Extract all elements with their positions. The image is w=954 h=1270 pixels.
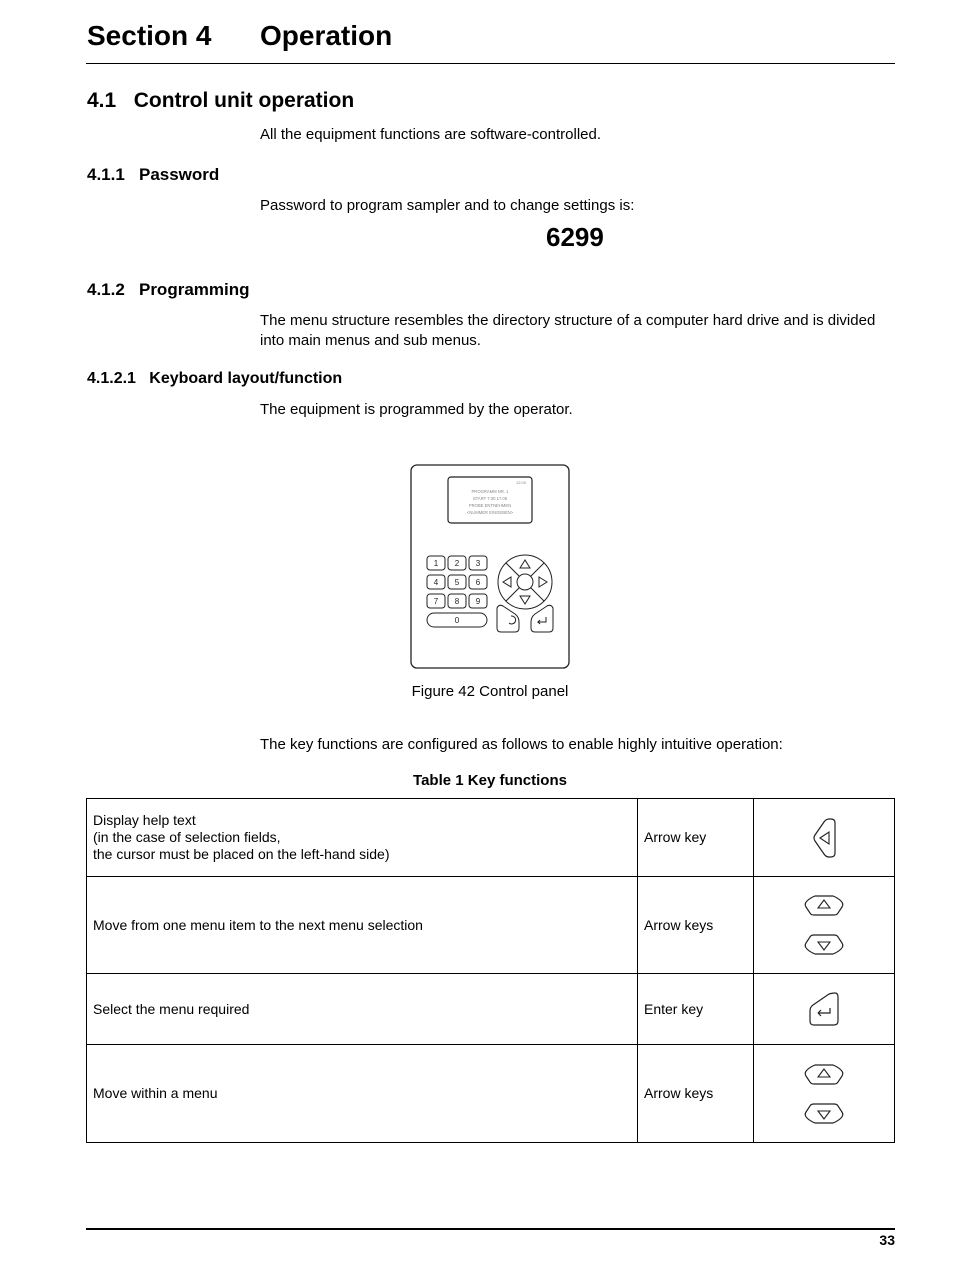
heading-4-1: 4.1 Control unit operation — [87, 89, 355, 112]
header-rule — [86, 63, 895, 64]
table-row — [87, 877, 895, 974]
table-row — [87, 799, 895, 877]
svg-text:4: 4 — [433, 578, 439, 587]
figure-caption: Figure 42 Control panel — [411, 683, 569, 700]
up-down-arrow-keys-icon — [754, 877, 895, 974]
row-key-type: Arrow keys — [638, 877, 754, 974]
row-description: Select the menu required — [87, 974, 638, 1045]
table-row — [87, 974, 895, 1045]
footer-rule — [86, 1228, 895, 1230]
row-key-type: Arrow keys — [638, 1045, 754, 1143]
svg-text:0: 0 — [454, 616, 460, 625]
table-row — [87, 1045, 895, 1143]
paragraph-4-1: All the equipment functions are software-controlled. — [260, 126, 602, 143]
row-description: Move within a menu — [87, 1045, 638, 1143]
control-panel-figure — [408, 462, 572, 672]
svg-text:9: 9 — [475, 597, 481, 606]
paragraph-4-1-1: Password to program sampler and to change settings is: — [260, 197, 635, 214]
up-down-arrow-keys-icon — [754, 1045, 895, 1143]
svg-text:7: 7 — [433, 597, 439, 606]
svg-text:5: 5 — [454, 578, 460, 587]
section-number: Section 4 — [87, 20, 212, 51]
row-key-type: Arrow key — [638, 799, 754, 877]
table-caption: Table 1 Key functions — [413, 772, 567, 789]
paragraph-4-1-2-1: The equipment is programmed by the operator. — [260, 401, 573, 418]
left-arrow-key-icon — [754, 799, 895, 877]
paragraph-4-1-2: The menu structure resembles the directory structure of a computer hard drive and is divided into main menus and sub menus. — [260, 312, 876, 349]
row-description: Display help text (in the case of selection fields, the cursor must be placed on the left-hand side) — [87, 799, 638, 877]
heading-4-1-2: 4.1.2 Programming — [87, 280, 250, 299]
key-functions-table — [86, 798, 895, 1143]
svg-text:2: 2 — [454, 559, 460, 568]
svg-text:1: 1 — [433, 559, 439, 568]
password-value: 6299 — [546, 222, 604, 252]
display-line-4: <NUMMER EINGEBEN> — [466, 510, 514, 515]
row-description: Move from one menu item to the next menu selection — [87, 877, 638, 974]
section-name: Operation — [260, 20, 393, 51]
heading-4-1-1: 4.1.1 Password — [87, 165, 220, 184]
svg-text:8: 8 — [454, 597, 460, 606]
enter-key-icon — [754, 974, 895, 1045]
page-number: 33 — [879, 1232, 895, 1248]
svg-text:6: 6 — [475, 578, 481, 587]
intro-paragraph: The key functions are configured as follows to enable highly intuitive operation: — [260, 736, 783, 753]
heading-4-1-2-1: 4.1.2.1 Keyboard layout/function — [87, 370, 343, 387]
row-key-type: Enter key — [638, 974, 754, 1045]
svg-text:3: 3 — [475, 559, 481, 568]
section-title — [87, 20, 393, 52]
svg-text:12:00: 12:00 — [515, 480, 526, 485]
display-line-3: PROBE ENTNEHMEN — [468, 503, 512, 508]
display-line-1: PROGRAMM NR. 1 — [471, 489, 509, 494]
display-line-2: START 7:30 17.08 — [472, 496, 508, 501]
